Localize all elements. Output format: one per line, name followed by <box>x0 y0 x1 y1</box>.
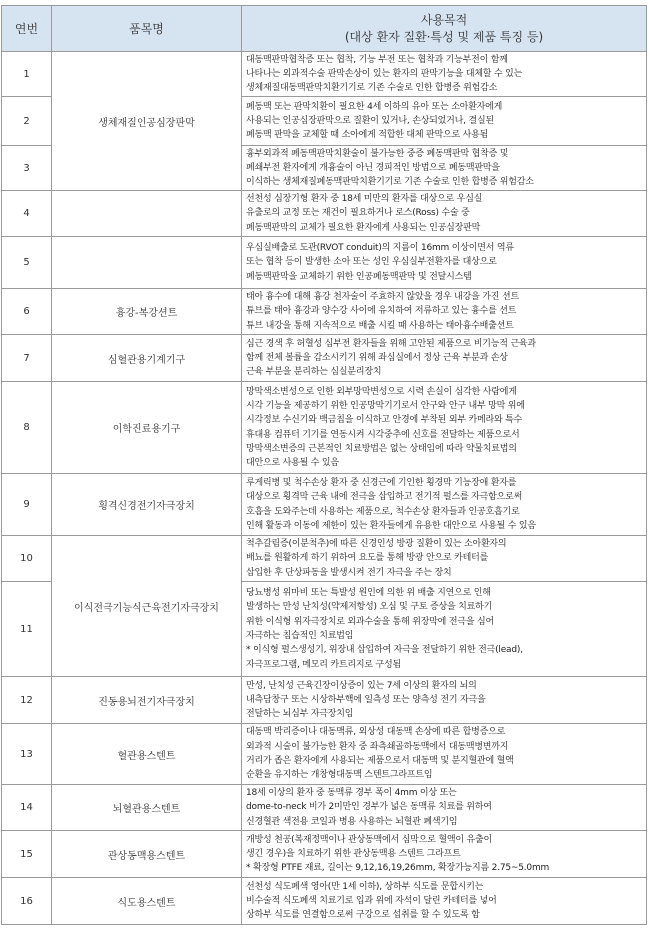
table-row <box>2 831 647 878</box>
product-table <box>1 5 647 925</box>
product-name: 식도용스텐트 <box>52 878 242 925</box>
row-no: 11 <box>2 582 52 677</box>
row-no: 8 <box>2 382 52 474</box>
row-no: 15 <box>2 831 52 878</box>
table-row <box>2 474 647 536</box>
row-purpose: 태아 흉수에 대해 흉강 천자술이 주효하지 않았을 경우 내강을 가진 션트 튜브를 태아 흉강과 양수강 사이에 유치하여 저류하고 있는 흉수를 션트 튜브 내강을 통해 지속적으로 배출 시킬 때 사용하는 태아흉수배출션트 <box>242 289 647 335</box>
product-name: 흉강-복강션트 <box>52 289 242 335</box>
row-no: 2 <box>2 97 52 146</box>
table-row <box>2 191 647 237</box>
product-name: 이학진료용기구 <box>52 382 242 474</box>
table-row <box>2 724 647 785</box>
row-purpose: 폐동맥 또는 판막치환이 필요한 4세 이하의 유아 또는 소아환자에게 사용되는 인공심장판막으로 질환이 있거나, 손상되었거나, 결실된 폐동맥 판막을 교체할 때 소아에게 적합한 대체 판막으로 사용됨 <box>242 97 647 146</box>
header-purpose <box>242 6 647 52</box>
table-row <box>2 785 647 831</box>
product-name: 생체재질인공심장판막 <box>52 52 242 191</box>
table-row <box>2 677 647 724</box>
header-purpose-subtitle: (대상 환자 질환·특성 및 제품 특징 등) <box>344 29 544 44</box>
table-row <box>2 878 647 925</box>
header-no: 연번 <box>2 6 52 52</box>
product-name: 진동용뇌전기자극장치 <box>52 677 242 724</box>
row-no: 10 <box>2 536 52 582</box>
product-name: 혈관용스텐트 <box>52 724 242 785</box>
product-name: 뇌혈관용스텐트 <box>52 785 242 831</box>
row-no: 9 <box>2 474 52 536</box>
row-purpose: 우심실배출로 도관(RVOT conduit)의 지름이 16mm 이상이면서 역류 또는 협착 등이 발생한 소아 또는 성인 우심실부전환자를 대상으로 폐동맥판막을 교체하기 위한 인공폐동맥판막 및 전달시스템 <box>242 237 647 289</box>
row-purpose: 척추갈림증(이분척추)에 따른 신경인성 방광 질환이 있는 소아환자의 배뇨를 원활하게 하기 위하여 요도를 통해 방광 안으로 카테터를 삽입한 후 단상파동을 발생시켜 전기 자극을 주는 장치 <box>242 536 647 582</box>
row-purpose: 루게릭병 및 척수손상 환자 중 신경근에 기인한 횡경막 기능장애 환자를 대상으로 횡격막 근육 내에 전극을 삽입하고 전기적 펄스를 자극함으로써 호흡을 도와주는데 사용하는 제품으로, 척수손상 환자들과 인공호흡기로 인해 활동과 이동에 제한이 있는 환자들에게 유용한 대안으로 사용될 수 있음 <box>242 474 647 536</box>
table-row <box>2 52 647 97</box>
product-name: 관상동맥용스텐트 <box>52 831 242 878</box>
row-no: 13 <box>2 724 52 785</box>
row-purpose: 심근 경색 후 허혈성 심부전 환자들을 위해 고안된 제품으로 비기능적 근육과 함께 전체 볼륨을 감소시키기 위해 좌심실에서 정상 근육 부분과 손상 근육 부분을 분리하는 심실분리장치 <box>242 335 647 382</box>
product-name: 심혈관용기계기구 <box>52 335 242 382</box>
row-purpose: 18세 이상의 환자 중 동맥류 경부 폭이 4mm 이상 또는 dome-to-neck 비가 2미만인 경부가 넓은 동맥류 치료를 위하여 신경혈관 색전용 코일과 병용 사용하는 뇌혈관 폐색기임 <box>242 785 647 831</box>
row-purpose: 망막색소변성으로 인한 외부망막변성으로 시력 손실이 심각한 사람에게 시각 기능을 제공하기 위한 인공망막기기로서 안구와 안구 내부 망막 위에 시각정보 수신기와 백금칩을 이식하고 안경에 부착된 외부 카메라와 특수 휴대용 컴퓨터 기기를 연동시켜 시각중추에 신호를 전달하는 제품으로서 망막색소변증의 근본적인 치료방법은 없는 상태임에 따라 약물치료법의 대안으로 사용될 수 있음 <box>242 382 647 474</box>
row-purpose: 선천성 심장기형 환자 중 18세 미만의 환자를 대상으로 우심실 유출로의 교정 또는 재건이 필요하거나 로스(Ross) 수술 중 폐동맥판막의 교체가 필요한 환자에게 사용되는 인공심장판막 <box>242 191 647 237</box>
row-purpose: 흉부외과적 폐동맥판막치환술이 불가능한 중증 폐동맥판막 협착증 및 폐쇄부전 환자에게 개흉술이 아닌 경피적인 방법으로 폐동맥판막을 이식하는 생체재질폐동맥판막치환기기로 기존 수술로 인한 합병증 위험감소 <box>242 146 647 191</box>
row-no: 3 <box>2 146 52 191</box>
row-no: 12 <box>2 677 52 724</box>
row-no: 4 <box>2 191 52 237</box>
table-row <box>2 536 647 582</box>
row-purpose: 개방성 천공(복재정맥이나 관상동맥에서 심막으로 혈액이 유출이 생긴 경우)을 치료하기 위한 관상동맥용 스텐트 그라프트 * 확장형 PTFE 재료, 길이는 9,12,16,19,26mm, 확장가능지름 2.75~5.0mm <box>242 831 647 878</box>
row-purpose: 만성, 난치성 근육긴장이상증이 있는 7세 이상의 환자의 뇌의 내측담창구 또는 시상하부핵에 일측성 또는 양측성 전기 자극을 전달하는 뇌심부 자극장치임 <box>242 677 647 724</box>
row-purpose: 대동맥 박리증이나 대동맥류, 외상성 대동맥 손상에 따른 합병증으로 외과적 시술이 불가능한 환자 중 좌측쇄골하동맥에서 대동맥병변까지 거리가 좁은 환자에게 사용되는 제품으로서 대동맥 및 분지혈관에 혈액 순환을 유지하는 개창형대동맥 스텐트그라프트임 <box>242 724 647 785</box>
row-no: 7 <box>2 335 52 382</box>
table-row <box>2 335 647 382</box>
row-purpose: 당뇨병성 위마비 또는 특발성 원인에 의한 위 배출 지연으로 인해 발생하는 만성 난치성(약제저항성) 오심 및 구토 증상을 치료하기 위한 이식형 위자극장치로 외과수술을 통해 위장막에 전극을 심어 자극하는 침습적인 치료법임 * 이식형 펄스생성기, 위장내 삽입하여 자극을 전달하기 위한 전극(lead), 자극프로그램, 메모리 카트리지로 구성됨 <box>242 582 647 677</box>
header-name: 품목명 <box>52 6 242 52</box>
row-no: 5 <box>2 237 52 289</box>
table-row <box>2 289 647 335</box>
row-no: 14 <box>2 785 52 831</box>
row-no: 6 <box>2 289 52 335</box>
product-name <box>52 237 242 289</box>
row-no: 1 <box>2 52 52 97</box>
product-name: 이식전극기능식근육전기자극장치 <box>52 536 242 677</box>
table-row <box>2 382 647 474</box>
table-row <box>2 237 647 289</box>
row-purpose: 선천성 식도폐색 영아(만 1세 이하), 상하부 식도를 문합시키는 비수술적 식도폐색 치료기로 입과 위에 자석이 달린 카테터를 넣어 상하부 식도를 연결함으로써 구강으로 섭취를 할 수 있도록 함 <box>242 878 647 925</box>
product-name <box>52 191 242 237</box>
header-purpose-title: 사용목적 <box>420 12 468 27</box>
product-name: 횡격신경전기자극장치 <box>52 474 242 536</box>
row-purpose: 대동맥판막협착증 또는 협착, 기능 부전 또는 협착과 기능부전이 함께 나타나는 외과적수술 판막손상이 있는 환자의 판막기능을 대체할 수 있는 생체재질대동맥판막치환기기로 기존 수술로 인한 합병증 위험감소 <box>242 52 647 97</box>
row-no: 16 <box>2 878 52 925</box>
header-row <box>2 6 647 52</box>
